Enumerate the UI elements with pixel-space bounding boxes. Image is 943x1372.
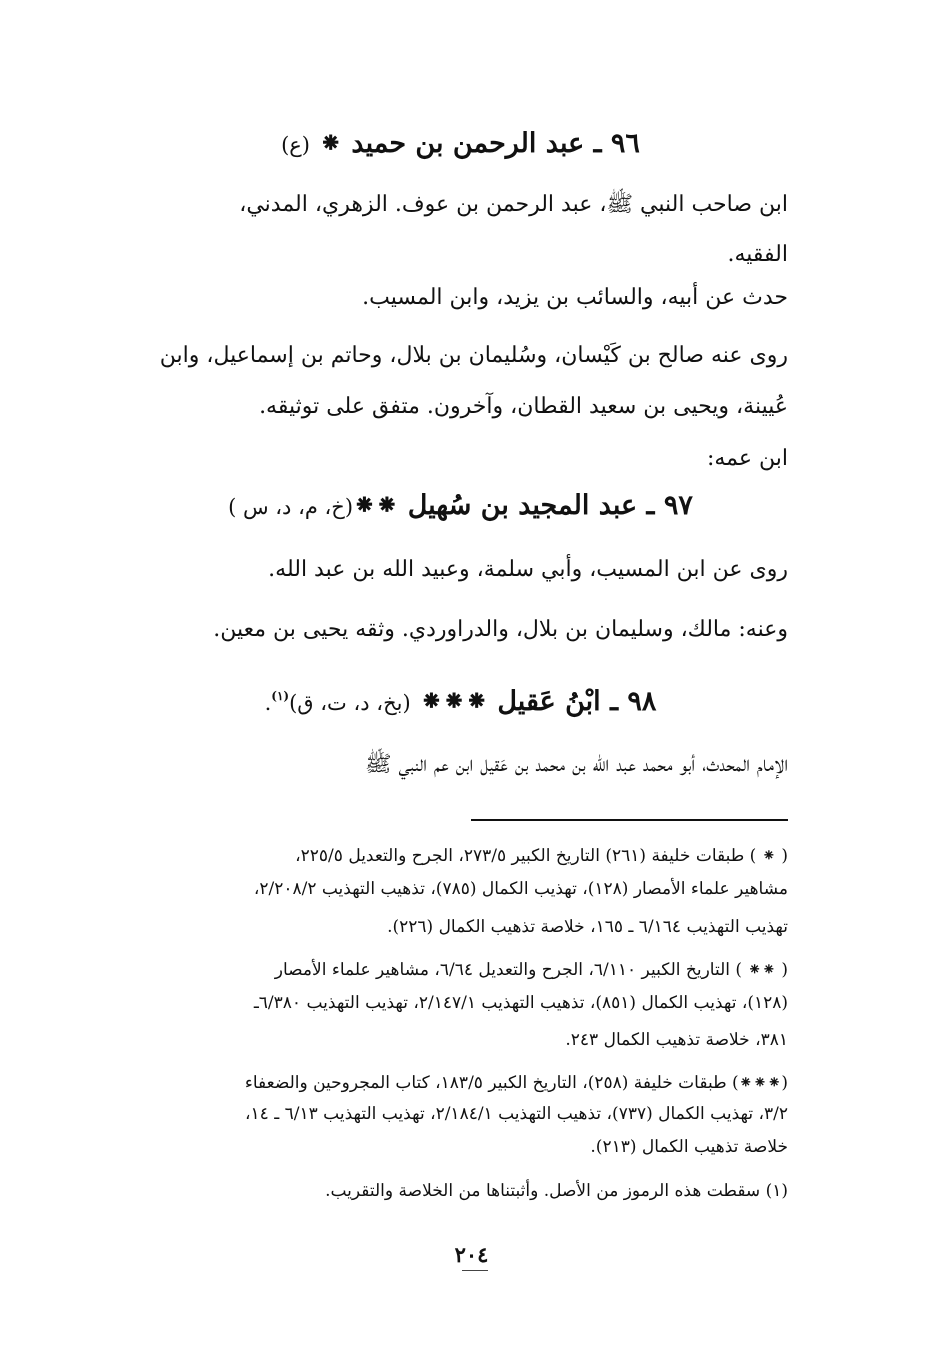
footnote-line-4: ( ⁕⁕ ) التاريخ الكبير ٦/١١٠، الجرح والتعديل ٦/٦٤، مشاهير علماء الأمصار: [274, 960, 788, 980]
entry-98-note-ref[interactable]: (١): [271, 689, 290, 703]
main-text-column: [133, 0, 788, 1372]
entry-96-line-4: روى عنه صالح بن كَيْسان، وسُليمان بن بلال، وحاتم بن إسماعيل، وابن: [159, 343, 788, 368]
entry-97-title: ٩٧ ـ عبد المجيد بن سُهيل ⁕⁕: [353, 490, 693, 521]
footnote-line-8: ٣/٢، تهذيب الكمال (٧٣٧)، تذهيب التهذيب ٢/١٨٤/١، تهذيب التهذيب ٦/١٣ ـ ١٤،: [245, 1104, 788, 1124]
footnote-line-1: ( ⁕ ) طبقات خليفة (٢٦١) التاريخ الكبير ٢٧٣/٥، الجرح والتعديل ٢٢٥/٥،: [295, 846, 788, 866]
entry-98-line-1: الإمام المحدث، أبو محمد عبد الله بن محمد بن عَقيل ابن عم النبي ﷺ: [364, 752, 788, 777]
footnote-line-6: ٣٨١، خلاصة تذهيب الكمال ٢٤٣.: [565, 1030, 788, 1050]
entry-98-heading: [133, 686, 788, 718]
entry-96-heading: [133, 128, 788, 160]
page-number-underline: [462, 1270, 488, 1271]
entry-98-tags: (بخ، د، ت، ق): [289, 691, 411, 715]
entry-96-line-2: الفقيه.: [727, 242, 788, 267]
footnote-line-5: (١٢٨)، تهذيب الكمال (٨٥١)، تذهيب التهذيب ٢/١٤٧/١، تهذيب التهذيب ٦/٣٨٠ـ: [253, 993, 788, 1013]
entry-96-line-1: ابن صاحب النبي ﷺ، عبد الرحمن بن عوف. الزهري، المدني،: [239, 192, 788, 217]
entry-96-line-5: عُيينة، ويحيى بن سعيد القطان، وآخرون. متفق على توثيقه.: [259, 394, 788, 419]
entry-97-tags: (خ، م، د، س ): [228, 495, 354, 519]
footnote-line-7: (⁕⁕⁕) طبقات خليفة (٢٥٨)، التاريخ الكبير ١٨٣/٥، كتاب المجروحين والضعفاء: [244, 1073, 788, 1093]
entry-98-tail: .: [264, 691, 272, 715]
entry-98-title: ٩٨ ـ ابْنُ عَقيل ⁕⁕⁕: [420, 686, 657, 717]
entry-96-tags: (ع): [281, 133, 310, 157]
entry-97-heading: [133, 490, 788, 522]
footnote-line-9: خلاصة تذهيب الكمال (٢١٣).: [590, 1137, 788, 1157]
footnote-separator: [471, 819, 788, 821]
entry-96-title: ٩٦ ـ عبد الرحمن بن حميد ⁕: [319, 128, 640, 159]
footnote-line-2: مشاهير علماء الأمصار (١٢٨)، تهذيب الكمال (٧٨٥)، تذهيب التهذيب ٢/٢٠٨/٢،: [253, 879, 788, 899]
footnote-line-10: (١) سقطت هذه الرموز من الأصل. وأثبتناها من الخلاصة والتقريب.: [325, 1181, 788, 1201]
entry-96-line-3: حدث عن أبيه، والسائب بن يزيد، وابن المسيب.: [362, 285, 788, 310]
entry-96-line-6: ابن عمه:: [706, 446, 788, 471]
entry-97-line-1: روى عن ابن المسيب، وأبي سلمة، وعبيد الله بن عبد الله.: [268, 557, 788, 582]
entry-97-line-2: وعنه: مالك، وسليمان بن بلال، والدراوردي. وثقه يحيى بن معين.: [213, 617, 788, 642]
page-number: ٢٠٤: [454, 1242, 489, 1267]
footnote-line-3: تهذيب التهذيب ٦/١٦٤ ـ ١٦٥، خلاصة تذهيب الكمال (٢٢٦).: [387, 917, 788, 937]
